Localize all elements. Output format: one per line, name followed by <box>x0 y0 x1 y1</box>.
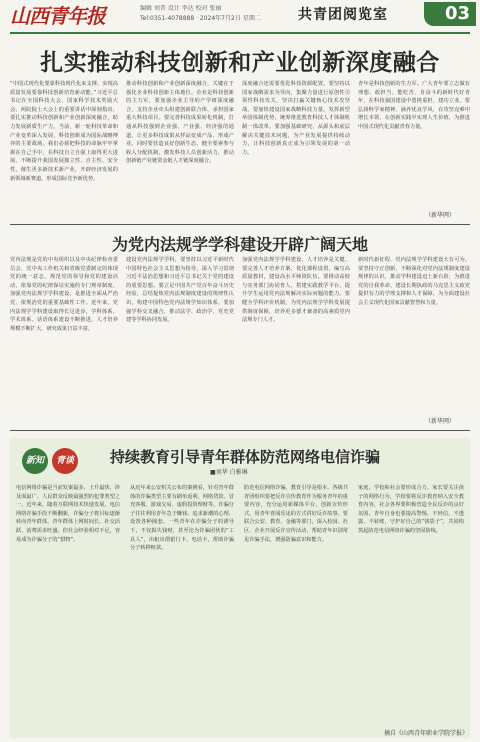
column-badge <box>22 448 82 476</box>
article1-headline: 扎实推动科技创新和产业创新深度融合 <box>40 49 440 76</box>
article3-source: 摘自《山西青年职业学院学报》 <box>383 730 468 737</box>
article1-column-1: “中国式现代化要靠科技现代化来支撑，实现高质量发展要靠科技创新培育新动能。”习近平总书记在全国科技大会、国家科学技术奖励大会、两院院士大会上的重要讲话中深刻指出，要扎实推动科技创新和产业创新深度融合，助力发展新质生产力。当前，新一轮科技革命和产业变革深入发展，科技创新成为国际战略博弈的主要战场。我们必须把科技的命脉牢牢掌握在自己手中，在科技自立自强上取得更大进展，不断提升我国发展独立性、自主性、安全性，催生更多新技术新产业，开辟经济发展的新领域新赛道，形成国际竞争新优势。 <box>10 81 118 182</box>
header-divider <box>10 32 470 34</box>
article2-column-1: 党内法规是党的中央组织以及中央纪律检查委员会、党中央工作机关和省级党委制定的体现党的统一意志、规范党的领导和党的建设活动、依靠党的纪律保证实施的专门规章制度。加强党内法规学学科建设，是推进全面从严治党、依规治党的重要基础性工作。近年来，党内法规学学科建设取得长足进步，学科体系、学术体系、话语体系建设不断推进，人才培养规模不断扩大，研究成果日益丰富。 <box>10 257 118 332</box>
masthead-logo: 山西青年报 <box>10 4 105 28</box>
badge-new-knowledge: 新知 <box>22 448 48 474</box>
section-title: 共青团阅览室 <box>298 7 388 23</box>
article2-headline: 为党内法规学学科建设开辟广阔天地 <box>111 235 368 254</box>
article-divider-1 <box>10 224 470 225</box>
article3-column-2: 从近年来公安机关公布的案例看，针对青年群体的诈骗类型主要有刷单返利、网络贷款、冒充客服、游戏交易、虚假投资理财等。诈骗分子往往利用青年急于赚钱、追求新潮的心理，设置各种圈套。一些青年在诈骗分子的诱导下，不仅损失钱财，甚至沦为诈骗团伙的“工具人”，出租出借银行卡、电话卡，帮助诈骗分子转移赃款。 <box>130 485 234 552</box>
editor-info: 编辑 刘晋 设计 李达 校对 张丽 <box>140 5 222 12</box>
article2-column-3: 加强党内法规学学科建设，人才培养是关键。要完善人才培养方案，优化课程设置，编写高质量教材，建设高水平师资队伍。要推动高校与实务部门协同育人，搭建实践教学平台，提升学生运用党内法规解决实际问题的能力。要健全学科评价机制，为党内法规学学科发展提供制度保障，培养更多德才兼备的高素质党内法规专门人才。 <box>242 257 350 324</box>
article3-column-4: 家庭、学校和社会要形成合力。家长要关注孩子的网络行为，学校要将反诈教育纳入安全教育内容，社会各界要积极营造全民反诈的良好氛围。青年自身也要提高警惕，不轻信、不透露、不转账，守护好自己的“钱袋子”，共同构筑起防范电信网络诈骗的坚固防线。 <box>358 485 464 534</box>
article3-column-1: 电信网络诈骗是当前发案最多、上升最快、涉及面最广、人民群众反映最强烈的犯罪类型之一。近年来，随着互联网技术快速发展，电信网络诈骗手段不断翻新，诈骗分子将目标逐渐转向青年群体。青年群体上网时间长、社交活跃、消费需求旺盛，但社会经验相对不足，容易成为诈骗分子的“猎物”。 <box>16 485 120 543</box>
article2-source: （新华网） <box>425 418 456 425</box>
article1-column-4: 青年是科技创新的生力军。广大青年要立志做有理想、敢担当、能吃苦、肯奋斗的新时代好青年，在科技强国建设中勇挑重担、建功立业。要弘扬科学家精神，涵养优良学风，在攻坚克难中增长本领，在创新实践中实现人生价值，为推进中国式现代化贡献青春力量。 <box>358 81 470 130</box>
article1-column-3: 深度融合还需要优化科技资源配置。要坚持以国家战略需求为导向，集聚力量进行原创性引领性科技攻关，坚决打赢关键核心技术攻坚战。要加快建设国家战略科技力量，发挥新型举国体制优势，统筹推进教育科技人才体制机制一体改革。要加强基础研究，从源头和底层解决关键技术问题，为产业发展提供持续动力，让科技创新真正成为引领发展的第一动力。 <box>242 81 350 156</box>
contact-date-info: Tel:0351-4078888 · 2024年7月2日 星期二 <box>140 15 261 22</box>
article1-column-2: 推动科技创新和产业创新深度融合，关键在于强化企业科技创新主体地位。企业是科技创新的主力军，要加强企业主导的产学研深度融合，支持企业牵头组建创新联合体，承担国家重大科技项目。要完善科技成果转化机制，打通从科技强到企业强、产业强、经济强的通道，让更多科技成果从样品变成产品、形成产业。同时要营造良好创新生态，健全要素参与收入分配机制，激发科技人员创新活力，推动创新链产业链资金链人才链深度融合。 <box>126 81 234 165</box>
article1-source: （新华网） <box>425 212 456 219</box>
badge-youth-talk: 青谈 <box>52 448 78 474</box>
article3-column-3: 防范电信网络诈骗，教育引导是根本。各级共青团组织要把反诈宣传教育作为服务青年的重要内容，充分运用新媒体平台，创新宣传形式，用青年喜闻乐见的方式讲好反诈故事。要联合公安、教育、金融等部门，深入校园、社区、企业开展反诈宣传活动，帮助青年识别常见诈骗手法，增强防骗意识和能力。 <box>244 485 348 543</box>
page-number-badge: 03 <box>424 2 476 26</box>
article-divider-2 <box>10 430 470 431</box>
article3-author: ■刘华 白雅琳 <box>210 469 248 476</box>
article3-headline: 持续教育引导青年群体防范网络电信诈骗 <box>110 448 381 466</box>
article2-column-2: 建设党内法规学学科，要坚持以习近平新时代中国特色社会主义思想为指导，深入学习贯彻习近平法治思想和习近平总书记关于党的建设的重要思想。要立足中国共产党百年奋斗历史经验，总结提炼党内法规制度建设的规律性认识，构建中国特色党内法规学知识体系。要加强学科交叉融合，推动法学、政治学、党史党建等学科协同发展。 <box>126 257 234 324</box>
article2-column-4: 新时代新征程，党内法规学学科建设大有可为。要坚持守正创新，不断深化对党内法规制度建设规律的认识，推动学科建设迈上新台阶，为推进党的自我革命、建设长期执政的马克思主义政党提供有力的学理支撑和人才保障，为全面建设社会主义现代化国家贡献智慧和力量。 <box>358 257 470 306</box>
